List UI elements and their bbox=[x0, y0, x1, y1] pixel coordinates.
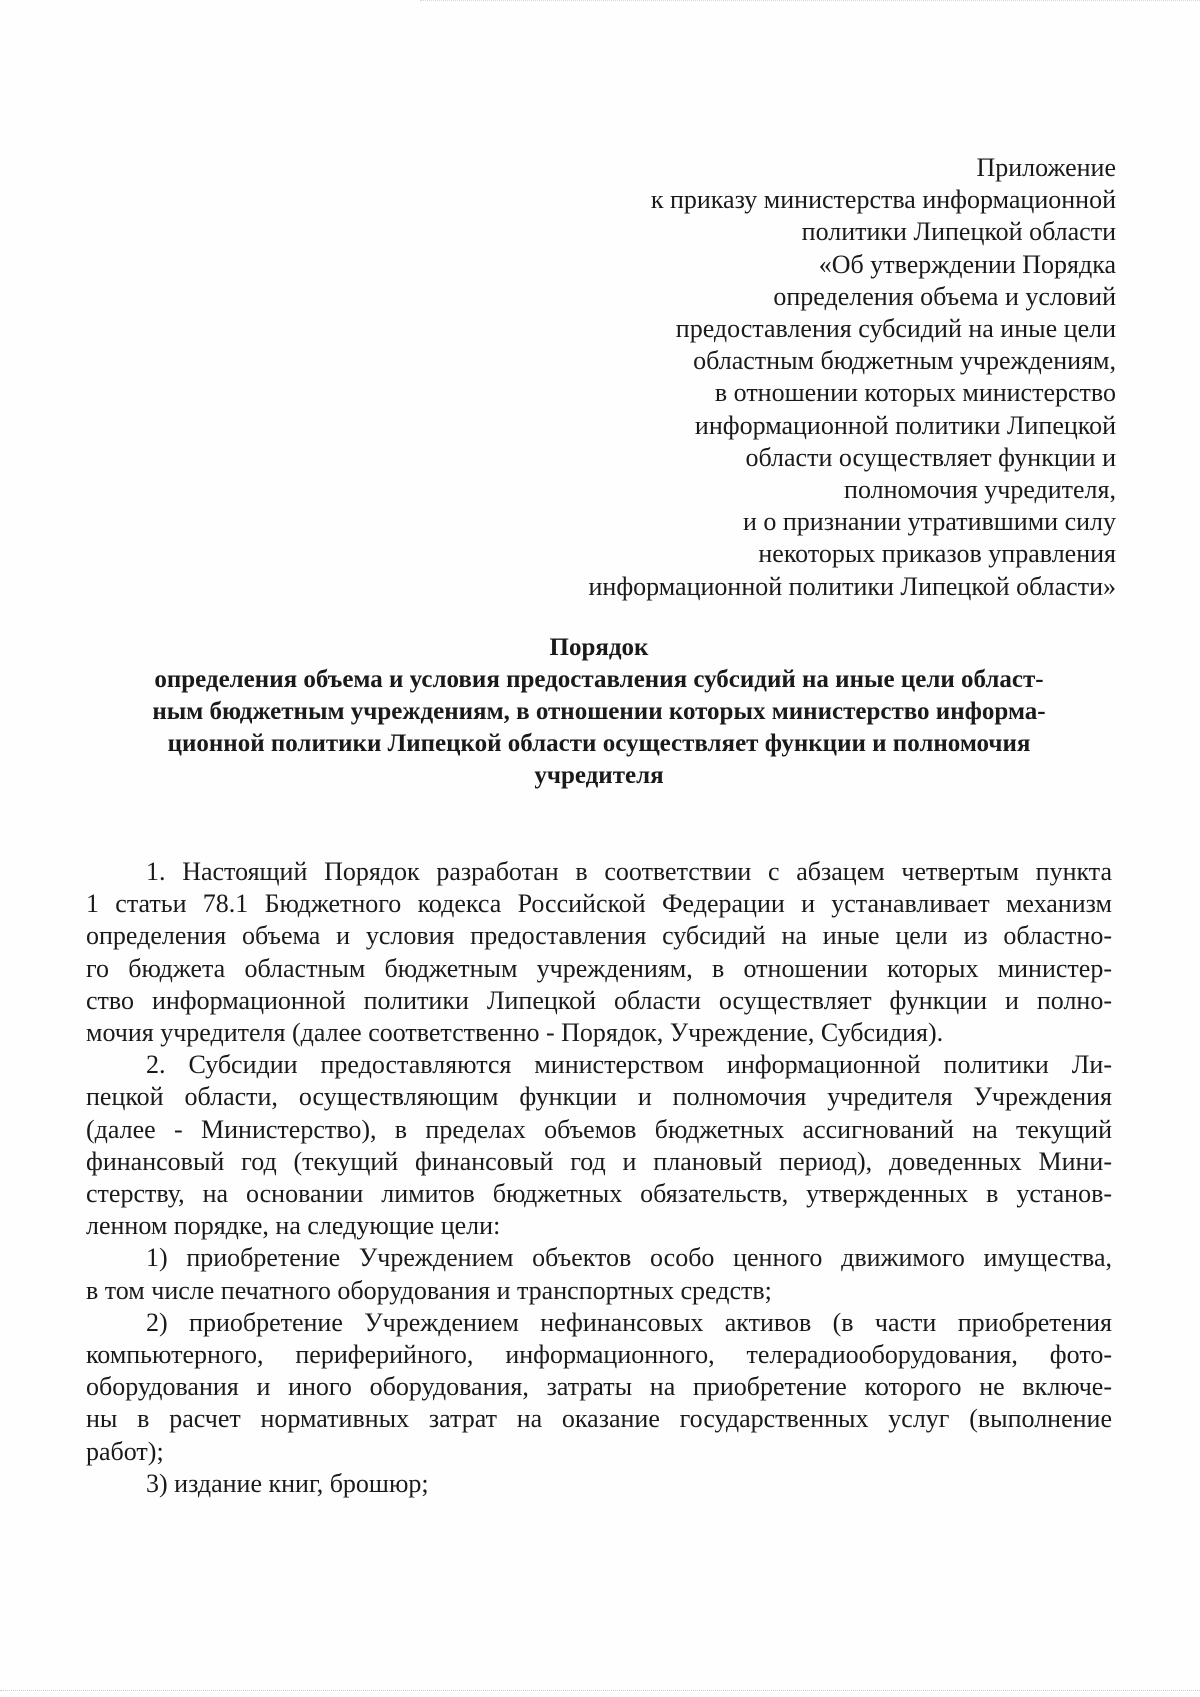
appendix-line: и о признании утратившими силу bbox=[742, 507, 1116, 537]
appendix-header bbox=[476, 152, 1116, 603]
document-body bbox=[86, 856, 1112, 1500]
scan-edge-top bbox=[420, 0, 1200, 4]
paragraph-1-line: ство информационной политики Липецкой области осуществляет функции и полно- bbox=[86, 985, 1112, 1015]
list-item-2-line: ны в расчет нормативных затрат на оказание государственных услуг (выполнение bbox=[86, 1404, 1112, 1434]
paragraph-2-line: (далее - Министерство), в пределах объемов бюджетных ассигнований на текущий bbox=[86, 1114, 1112, 1144]
appendix-line: Приложение bbox=[976, 153, 1116, 182]
appendix-line: к приказу министерства информационной bbox=[650, 185, 1116, 215]
appendix-line: некоторых приказов управления bbox=[758, 539, 1116, 569]
appendix-line: определения объема и условий bbox=[773, 281, 1116, 311]
paragraph-1-line: определения объема и условия предоставления субсидий на иные цели из областно- bbox=[86, 921, 1112, 951]
paragraph-1-line: 1 статьи 78.1 Бюджетного кодекса Российской Федерации и устанавливает механизм bbox=[86, 889, 1112, 919]
title-line: определения объема и условия предоставления субсидий на иные цели област- bbox=[154, 666, 1044, 693]
scan-edge-bottom bbox=[0, 1690, 1200, 1694]
title-line: Порядок bbox=[549, 634, 649, 661]
paragraph-2-line: финансовый год (текущий финансовый год и плановый период), доведенных Мини- bbox=[86, 1146, 1112, 1176]
appendix-line: области осуществляет функции и bbox=[745, 442, 1116, 472]
list-item-1-line: 1) приобретение Учреждением объектов особо ценного движимого имущества, bbox=[146, 1243, 1112, 1273]
appendix-line: политики Липецкой области bbox=[801, 217, 1116, 247]
paragraph-1-line: мочия учредителя (далее соответственно - Порядок, Учреждение, Субсидия). bbox=[86, 1018, 944, 1048]
document-title bbox=[86, 632, 1112, 792]
paragraph-1-line: го бюджета областным бюджетным учреждениям, в отношении которых министер- bbox=[86, 953, 1112, 983]
paragraph-2-line: ленном порядке, на следующие цели: bbox=[86, 1211, 501, 1241]
title-line: ционной политики Липецкой области осуществляет функции и полномочия bbox=[167, 730, 1031, 757]
appendix-line: предоставления субсидий на иные цели bbox=[675, 314, 1116, 344]
paragraph-1-line: 1. Настоящий Порядок разработан в соответствии с абзацем четвертым пункта bbox=[146, 857, 1112, 886]
list-item-1-line: в том числе печатного оборудования и транспортных средств; bbox=[86, 1275, 772, 1305]
appendix-line: информационной политики Липецкой bbox=[694, 410, 1116, 440]
appendix-line: информационной политики Липецкой области» bbox=[588, 571, 1116, 601]
paragraph-2-line: 2. Субсидии предоставляются министерством информационной политики Ли- bbox=[146, 1050, 1112, 1080]
appendix-line: в отношении которых министерство bbox=[714, 378, 1116, 408]
list-item-3-line: 3) издание книг, брошюр; bbox=[146, 1468, 429, 1498]
paragraph-2-line: стерству, на основании лимитов бюджетных обязательств, утвержденных в установ- bbox=[86, 1179, 1112, 1209]
list-item-2-line: работ); bbox=[86, 1436, 164, 1466]
paragraph-2-line: пецкой области, осуществляющим функции и полномочия учредителя Учреждения bbox=[86, 1082, 1112, 1112]
list-item-2-line: компьютерного, периферийного, информационного, телерадиооборудования, фото- bbox=[86, 1340, 1112, 1370]
title-line: учредителя bbox=[534, 762, 664, 789]
list-item-2-line: оборудования и иного оборудования, затраты на приобретение которого не включе- bbox=[86, 1372, 1112, 1402]
list-item-2-line: 2) приобретение Учреждением нефинансовых активов (в части приобретения bbox=[146, 1307, 1112, 1337]
appendix-line: «Об утверждении Порядка bbox=[818, 249, 1116, 279]
title-line: ным бюджетным учреждениям, в отношении которых министерство информа- bbox=[152, 698, 1046, 725]
appendix-line: полномочия учредителя, bbox=[844, 475, 1116, 505]
appendix-line: областным бюджетным учреждениям, bbox=[693, 346, 1116, 376]
